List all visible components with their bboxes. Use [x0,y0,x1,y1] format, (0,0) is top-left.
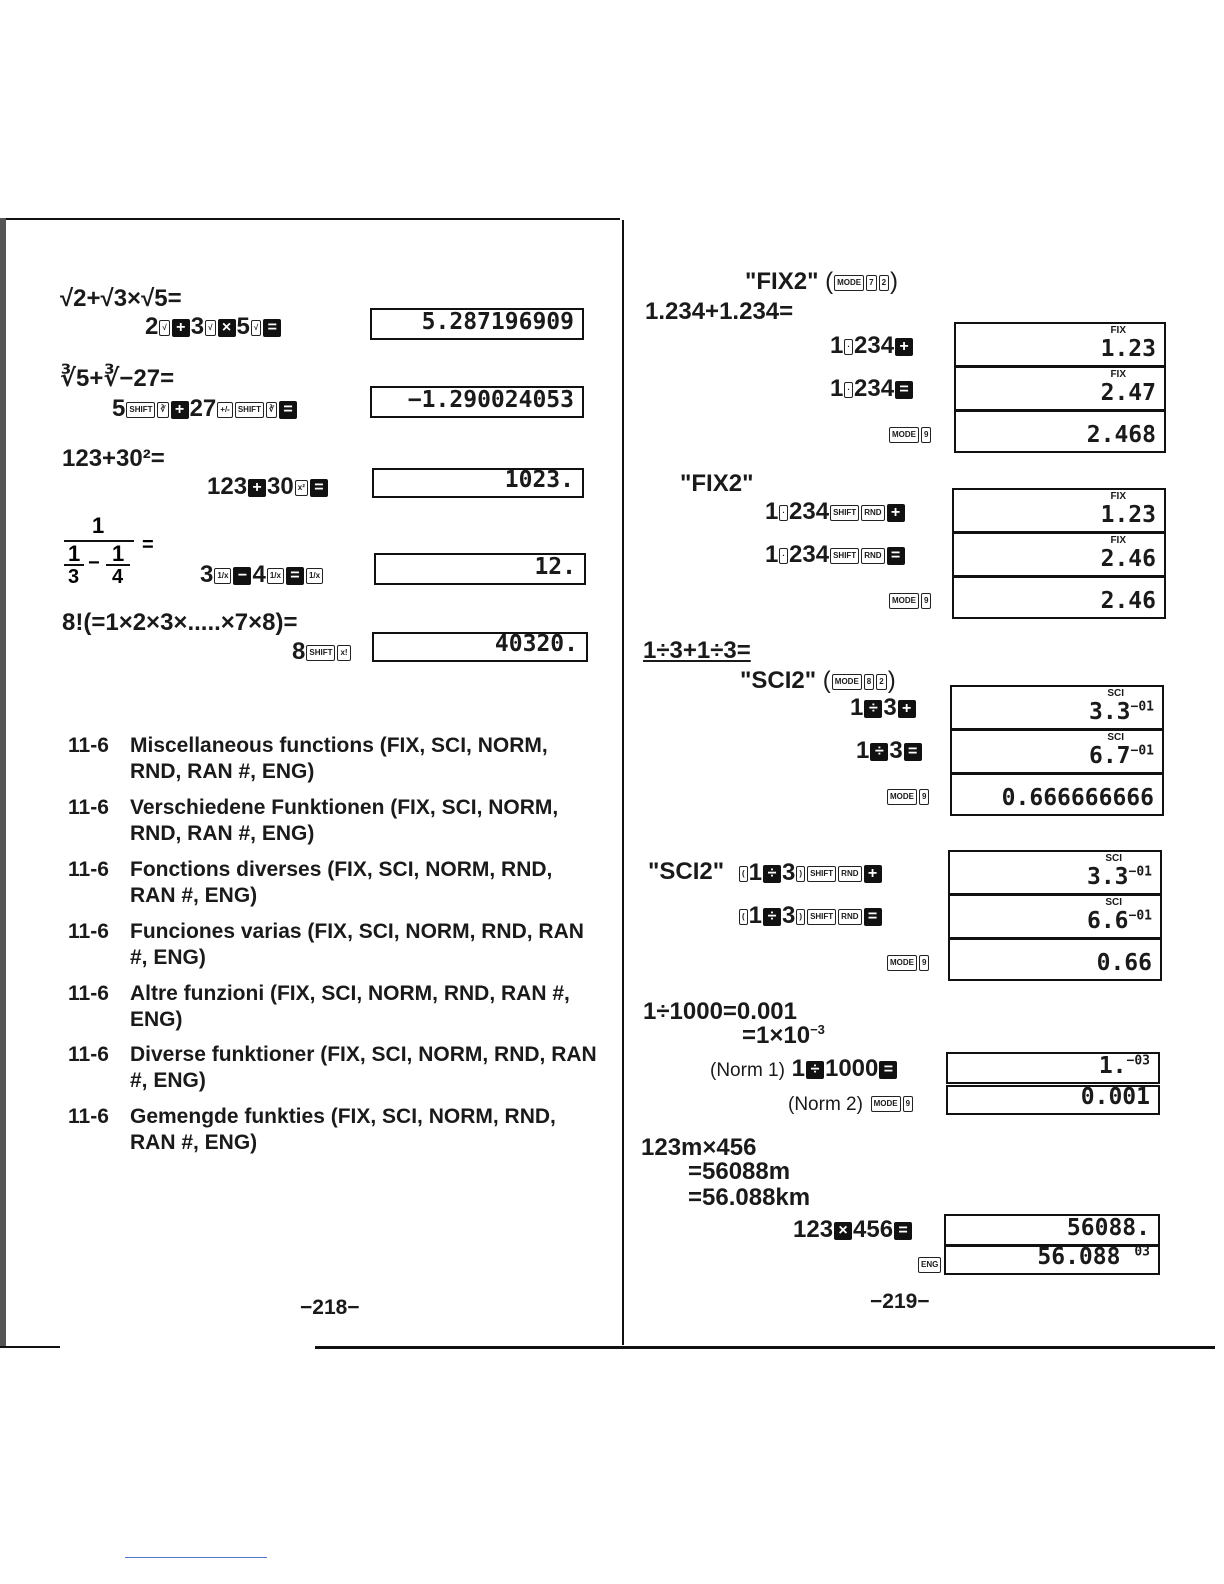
example-expr-5: 8!(=1×2×3×.....×7×8)= [62,609,298,636]
divide-key-icon: ÷ [870,743,888,761]
fix-keys-2: 1 · 234 = [830,375,914,403]
heading-nl: 11-6 Gemengde funkties (FIX, SCI, NORM, RND, RAN #, ENG) [68,1105,556,1154]
eng-key-icon: ENG [918,1257,941,1273]
footer-link-line [125,1557,267,1558]
heading-de: 11-6 Verschiedene Funktionen (FIX, SCI, NORM, RND, RAN #, ENG) [68,796,559,845]
reciprocal-key-icon: 1/x [306,568,323,584]
fix-keys-1: 1 · 234 + [830,332,914,360]
heading-en: 11-6 Miscellaneous functions (FIX, SCI, NORM, RND, RAN #, ENG) [68,734,548,783]
sci-expression: 1÷3+1÷3= [643,637,751,664]
fix-display-2: FIX 2.47 [954,366,1166,411]
top-rule-left [0,218,620,220]
close-paren-key-icon: ) [796,866,805,882]
mode-key-icon: MODE [832,674,862,690]
mode-key-icon: MODE [889,593,919,609]
equals-key-icon: = [263,319,281,337]
svg-text:3: 3 [68,566,80,585]
svg-text:4: 4 [112,566,124,585]
sci-display-2: SCI $6.7^{-01}$ [950,729,1164,774]
bottom-rule [315,1346,1215,1349]
norm-display-2: 0.001 [946,1085,1160,1115]
fraction-expression-icon [62,513,172,585]
digit-9-key-icon: 9 [919,955,929,971]
shift-key-icon: SHIFT [807,909,836,925]
bottom-rule-left [0,1346,60,1348]
digit-2-key-icon: 2 [879,275,889,291]
svg-text:1: 1 [92,513,105,538]
square-key-icon: x² [295,480,308,496]
decimal-key-icon: · [844,339,853,355]
equals-key-icon: = [895,381,913,399]
eng-expression-3: =56.088km [688,1184,811,1211]
rnd-key-icon: RND [838,909,861,925]
mode-key-icon: MODE [887,789,917,805]
key-sequence-5: 8 SHIFT x! [292,638,352,666]
fix-display-1: FIX 1.23 [954,322,1166,367]
norm-expression-2: $=1\times 10^{-3}$ [742,1022,825,1049]
example-expr-4 [62,513,172,585]
eng-expression-1: 123m×456 [641,1134,757,1161]
digit-9-key-icon: 9 [921,593,931,609]
heading-it: 11-6 Altre funzioni (FIX, SCI, NORM, RND, RAN #, ENG) [68,982,570,1031]
sci-display-1: SCI $3.3^{-01}$ [950,685,1164,730]
mode-key-icon: MODE [887,955,917,971]
eng-keys-2 [917,1250,942,1278]
heading-sv: 11-6 Diverse funktioner (FIX, SCI, NORM, RND, RAN #, ENG) [68,1043,597,1092]
sci-keys-3 [886,782,930,810]
norm-keys-1: (Norm 1) 1 ÷ 1000 = [710,1055,898,1083]
times-key-icon: × [834,1222,852,1240]
norm-keys-2: (Norm 2) MODE 9 [788,1089,914,1117]
rnd-key-icon: RND [838,866,861,882]
plus-key-icon: + [887,504,905,522]
page-number-right: −219− [870,1290,930,1313]
page-number-left: −218− [300,1296,360,1319]
svg-text:1: 1 [112,541,125,566]
decimal-key-icon: · [844,382,853,398]
heading-es: 11-6 Funciones varias (FIX, SCI, NORM, RND, RAN #, ENG) [68,920,584,969]
norm-expression-1: 1÷1000=0.001 [643,998,797,1025]
sci-display-3: 0.666666666 [950,773,1164,816]
digit-9-key-icon: 9 [903,1096,913,1112]
sci-rnd-keys-1: ( 1 ÷ 3 ) SHIFT RND + [738,859,883,887]
equals-key-icon: = [904,743,922,761]
shift-key-icon: SHIFT [306,645,335,661]
example-expr-2: ∛5+∛−27= [60,365,175,392]
sci2-label-b: "SCI2" [648,858,725,885]
fix2-label-b: "FIX2" [680,470,754,497]
fix-rnd-keys-2: 1 · 234 SHIFT RND = [765,541,906,569]
fix-display-3: 2.468 [954,410,1166,453]
sci-keys-1: 1 ÷ 3 + [850,694,917,722]
divide-key-icon: ÷ [763,865,781,883]
display-3: 1023. [372,468,584,498]
rnd-key-icon: RND [861,548,884,564]
equals-key-icon: = [887,547,905,565]
sci2-label: "SCI2" ( MODE 8 2 ) [740,667,896,694]
display-1: 5.287196909 [370,308,584,340]
digit-2-key-icon: 2 [876,674,886,690]
mode-key-icon: MODE [889,427,919,443]
digit-7-key-icon: 7 [866,275,876,291]
shift-key-icon: SHIFT [807,866,836,882]
fix2-expression: 1.234+1.234= [645,298,794,325]
cube-root-key-icon: ∛ [157,402,168,418]
display-2: −1.290024053 [370,386,584,418]
sci-rnd-keys-2: ( 1 ÷ 3 ) SHIFT RND = [738,902,883,930]
eng-display-2: 56.088 $^{03}$ [944,1245,1160,1275]
fix-rnd-display-2: FIX 2.46 [952,532,1166,577]
equals-key-icon: = [310,479,328,497]
plus-key-icon: + [248,479,266,497]
plus-key-icon: + [171,401,189,419]
times-key-icon: × [218,319,236,337]
left-edge [0,218,6,1348]
equals-key-icon: = [286,567,304,585]
close-paren-key-icon: ) [796,909,805,925]
sci-rnd-display-3: 0.66 [948,938,1162,981]
eng-display-1: 56088. [944,1214,1160,1246]
minus-key-icon: − [233,567,251,585]
plus-key-icon: + [898,700,916,718]
decimal-key-icon: · [779,505,788,521]
fix-rnd-display-3: 2.46 [952,576,1166,619]
fix-rnd-keys-1: 1 · 234 SHIFT RND + [765,498,906,526]
eng-keys-1: 123 × 456 = [793,1216,913,1244]
sqrt-key-icon: √ [251,320,261,336]
mode-key-icon: MODE [871,1096,901,1112]
mode-key-icon: MODE [834,275,864,291]
equals-key-icon: = [864,908,882,926]
open-paren-key-icon: ( [739,909,748,925]
fix-rnd-display-1: FIX 1.23 [952,488,1166,533]
divide-key-icon: ÷ [806,1061,824,1079]
divide-key-icon: ÷ [763,908,781,926]
decimal-key-icon: · [779,548,788,564]
key-sequence-2: 5 SHIFT ∛ + 27 +/- SHIFT ∛ = [112,395,298,423]
open-paren-key-icon: ( [739,866,748,882]
equals-key-icon: = [879,1061,897,1079]
digit-8-key-icon: 8 [864,674,874,690]
fix-rnd-keys-3 [888,586,932,614]
heading-fr: 11-6 Fonctions diverses (FIX, SCI, NORM, RND, RAN #, ENG) [68,858,553,907]
svg-text:−: − [88,552,100,574]
sqrt-key-icon: √ [159,320,169,336]
reciprocal-key-icon: 1/x [214,568,231,584]
digit-9-key-icon: 9 [921,427,931,443]
plus-key-icon: + [172,319,190,337]
equals-key-icon: = [279,401,297,419]
example-expr-1: √2+√3×√5= [60,285,182,312]
equals-key-icon: = [894,1222,912,1240]
eng-expression-2: =56088m [688,1158,791,1185]
center-divider [622,220,624,1345]
rnd-key-icon: RND [861,505,884,521]
display-5: 40320. [372,632,588,662]
plus-key-icon: + [864,865,882,883]
sci-rnd-keys-3 [886,948,930,976]
shift-key-icon: SHIFT [830,548,859,564]
factorial-key-icon: x! [337,645,350,661]
divide-key-icon: ÷ [864,700,882,718]
cube-root-key-icon: ∛ [266,402,277,418]
key-sequence-4: 3 1/x − 4 1/x = 1/x [200,561,324,589]
svg-text:1: 1 [68,541,81,566]
sci-rnd-display-2: SCI $6.6^{-01}$ [948,894,1162,939]
sci-rnd-display-1: SCI $3.3^{-01}$ [948,850,1162,895]
key-sequence-3: 123 + 30 x² = [207,473,329,501]
fix2-label: "FIX2" ( MODE 7 2 ) [745,268,899,295]
display-4: 12. [374,553,586,585]
shift-key-icon: SHIFT [830,505,859,521]
digit-9-key-icon: 9 [919,789,929,805]
fix-keys-3 [888,420,932,448]
svg-text:=: = [142,534,154,556]
norm-display-1: 1.$^{-03}$ [946,1052,1160,1084]
shift-key-icon: SHIFT [235,402,264,418]
reciprocal-key-icon: 1/x [267,568,284,584]
sign-key-icon: +/- [217,402,233,418]
sqrt-key-icon: √ [205,320,215,336]
plus-key-icon: + [895,338,913,356]
example-expr-3: 123+30²= [62,445,165,472]
shift-key-icon: SHIFT [126,402,155,418]
key-sequence-1: 2 √ + 3 √ × 5 √ = [145,313,282,341]
sci-keys-2: 1 ÷ 3 = [856,737,923,765]
